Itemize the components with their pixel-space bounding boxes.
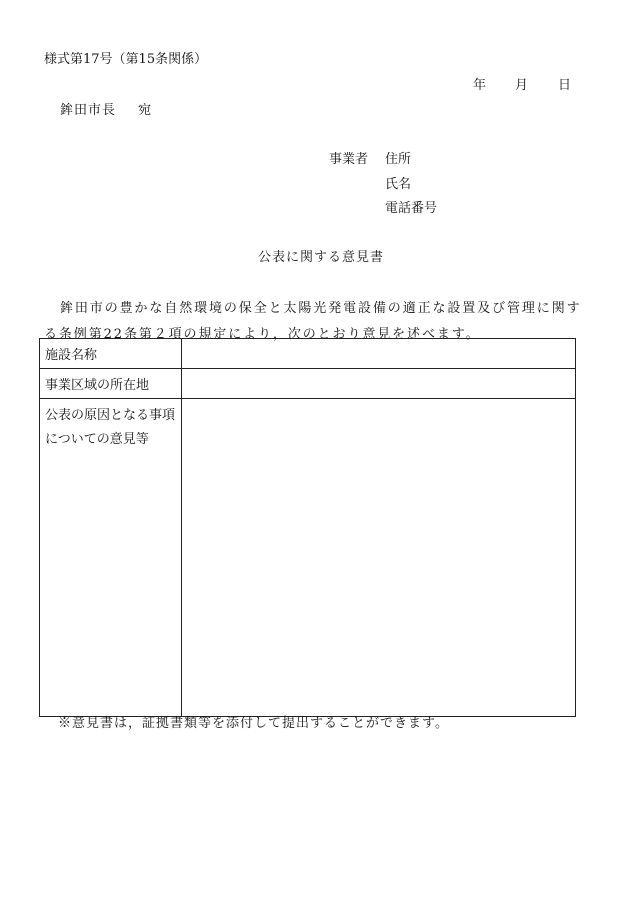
opinion-form-table [39,338,576,717]
form-number: 様式第17号（第15条関係） [44,52,208,67]
address-label: 住所 [385,152,412,167]
opinion-label: 公表の原因となる事項についての意見等 [40,399,182,717]
recipient [60,103,152,119]
footer-note: ※意見書は，証拠書類等を添付して提出することができます。 [58,716,449,731]
project-area-location-field[interactable] [182,369,576,399]
project-area-location-label: 事業区域の所在地 [40,369,182,399]
date-month-label: 月 [515,78,529,93]
facility-name-label: 施設名称 [40,339,182,369]
table-row [40,399,576,717]
business-operator-label: 事業者 [329,152,369,167]
name-label: 氏名 [385,177,412,192]
facility-name-field[interactable] [182,339,576,369]
table-row [40,369,576,399]
date-year-label: 年 [473,78,487,93]
recipient-name: 鉾田市長 [60,103,117,118]
document-title: 公表に関する意見書 [258,250,385,265]
date-day-label: 日 [558,78,572,93]
phone-label: 電話番号 [385,201,438,216]
document-body: 鉾田市の豊かな自然環境の保全と太陽光発電設備の適正な設置及び管理に関する条例第22条第２項の規定により，次のとおり意見を述べます。 [44,301,582,342]
recipient-honorific: 宛 [138,103,153,118]
table-row [40,339,576,369]
opinion-field[interactable] [182,399,576,717]
